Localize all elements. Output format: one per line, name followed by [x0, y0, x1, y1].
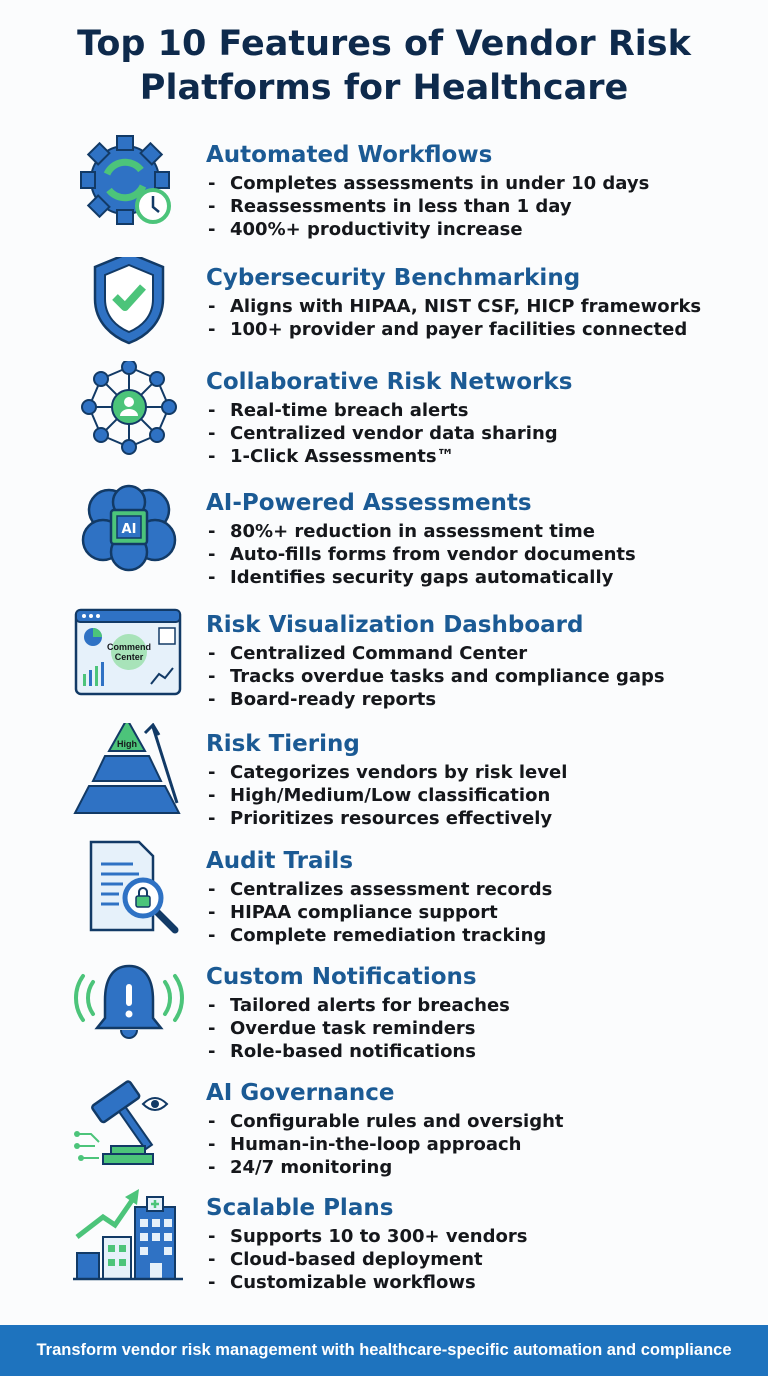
title-line-1: Top 10 Features of Vendor Risk	[77, 24, 691, 64]
feature-collaborative-risk-networks	[0, 369, 768, 489]
feature-list	[208, 172, 649, 241]
title-line-2: Platforms for Healthcare	[139, 68, 629, 108]
feature-scalable-plans	[0, 1195, 768, 1315]
feature-list	[208, 520, 636, 589]
feature-heading: Cybersecurity Benchmarking	[206, 265, 581, 291]
dashboard-label-line: Center	[114, 652, 144, 662]
list-item: - Auto-fills forms from vendor documents	[208, 543, 636, 566]
tier-label: High	[117, 739, 137, 749]
gear-sync-clock-icon	[73, 134, 185, 234]
dashboard-icon	[73, 604, 185, 704]
list-item: - Role-based notifications	[208, 1040, 510, 1063]
list-item: - 100+ provider and payer facilities connected	[208, 318, 701, 341]
feature-heading: Audit Trails	[206, 848, 354, 874]
list-item: - Identifies security gaps automatically	[208, 566, 636, 589]
ai-brain-icon	[73, 482, 185, 582]
list-item: - Overdue task reminders	[208, 1017, 510, 1040]
footer-text: Transform vendor risk management with healthcare-specific automation and compliance	[36, 1341, 732, 1359]
pyramid-icon	[73, 723, 185, 823]
feature-risk-visualization-dashboard	[0, 612, 768, 732]
list-item: - Centralized Command Center	[208, 642, 665, 665]
page-title	[0, 22, 768, 110]
feature-list	[208, 1225, 527, 1294]
gavel-eye-icon	[73, 1072, 185, 1172]
list-item: - Configurable rules and oversight	[208, 1110, 564, 1133]
feature-heading: Risk Visualization Dashboard	[206, 612, 584, 638]
feature-heading: Collaborative Risk Networks	[206, 369, 573, 395]
list-item: - Complete remediation tracking	[208, 924, 552, 947]
feature-list	[208, 994, 510, 1063]
network-icon	[73, 361, 185, 461]
list-item: - 24/7 monitoring	[208, 1156, 564, 1179]
hospital-growth-icon	[73, 1187, 185, 1287]
feature-ai-powered-assessments	[0, 490, 768, 610]
feature-heading: AI Governance	[206, 1080, 395, 1106]
list-item: - Supports 10 to 300+ vendors	[208, 1225, 527, 1248]
feature-heading: Custom Notifications	[206, 964, 477, 990]
feature-list	[208, 642, 665, 711]
list-item: - Tracks overdue tasks and compliance gaps	[208, 665, 665, 688]
feature-list	[208, 1110, 564, 1179]
feature-list	[208, 295, 701, 341]
feature-ai-governance	[0, 1080, 768, 1200]
feature-list	[208, 878, 552, 947]
list-item: - HIPAA compliance support	[208, 901, 552, 924]
feature-list	[208, 761, 567, 830]
bell-alert-icon	[73, 956, 185, 1056]
list-item: - Human-in-the-loop approach	[208, 1133, 564, 1156]
list-item: - Real-time breach alerts	[208, 399, 558, 422]
ai-label: AI	[121, 522, 137, 537]
feature-heading: Scalable Plans	[206, 1195, 394, 1221]
shield-check-icon	[73, 257, 185, 357]
list-item: - Reassessments in less than 1 day	[208, 195, 649, 218]
footer-banner	[0, 1325, 768, 1376]
list-item: - High/Medium/Low classification	[208, 784, 567, 807]
feature-heading: Risk Tiering	[206, 731, 360, 757]
list-item: - Board-ready reports	[208, 688, 665, 711]
list-item: - Categorizes vendors by risk level	[208, 761, 567, 784]
feature-custom-notifications	[0, 964, 768, 1084]
feature-automated-workflows	[0, 142, 768, 262]
list-item: - Aligns with HIPAA, NIST CSF, HICP frameworks	[208, 295, 701, 318]
list-item: - Tailored alerts for breaches	[208, 994, 510, 1017]
feature-risk-tiering	[0, 731, 768, 851]
list-item: - Prioritizes resources effectively	[208, 807, 567, 830]
list-item: - 1-Click Assessments™	[208, 445, 558, 468]
feature-audit-trails	[0, 848, 768, 968]
feature-list	[208, 399, 558, 468]
list-item: - 80%+ reduction in assessment time	[208, 520, 636, 543]
feature-heading: Automated Workflows	[206, 142, 493, 168]
list-item: - Cloud-based deployment	[208, 1248, 527, 1271]
list-item: - 400%+ productivity increase	[208, 218, 649, 241]
feature-heading: AI-Powered Assessments	[206, 490, 532, 516]
list-item: - Customizable workflows	[208, 1271, 527, 1294]
list-item: - Completes assessments in under 10 days	[208, 172, 649, 195]
document-magnifier-lock-icon	[73, 840, 185, 940]
dashboard-label-line: Commend	[106, 642, 152, 652]
list-item: - Centralizes assessment records	[208, 878, 552, 901]
list-item: - Centralized vendor data sharing	[208, 422, 558, 445]
